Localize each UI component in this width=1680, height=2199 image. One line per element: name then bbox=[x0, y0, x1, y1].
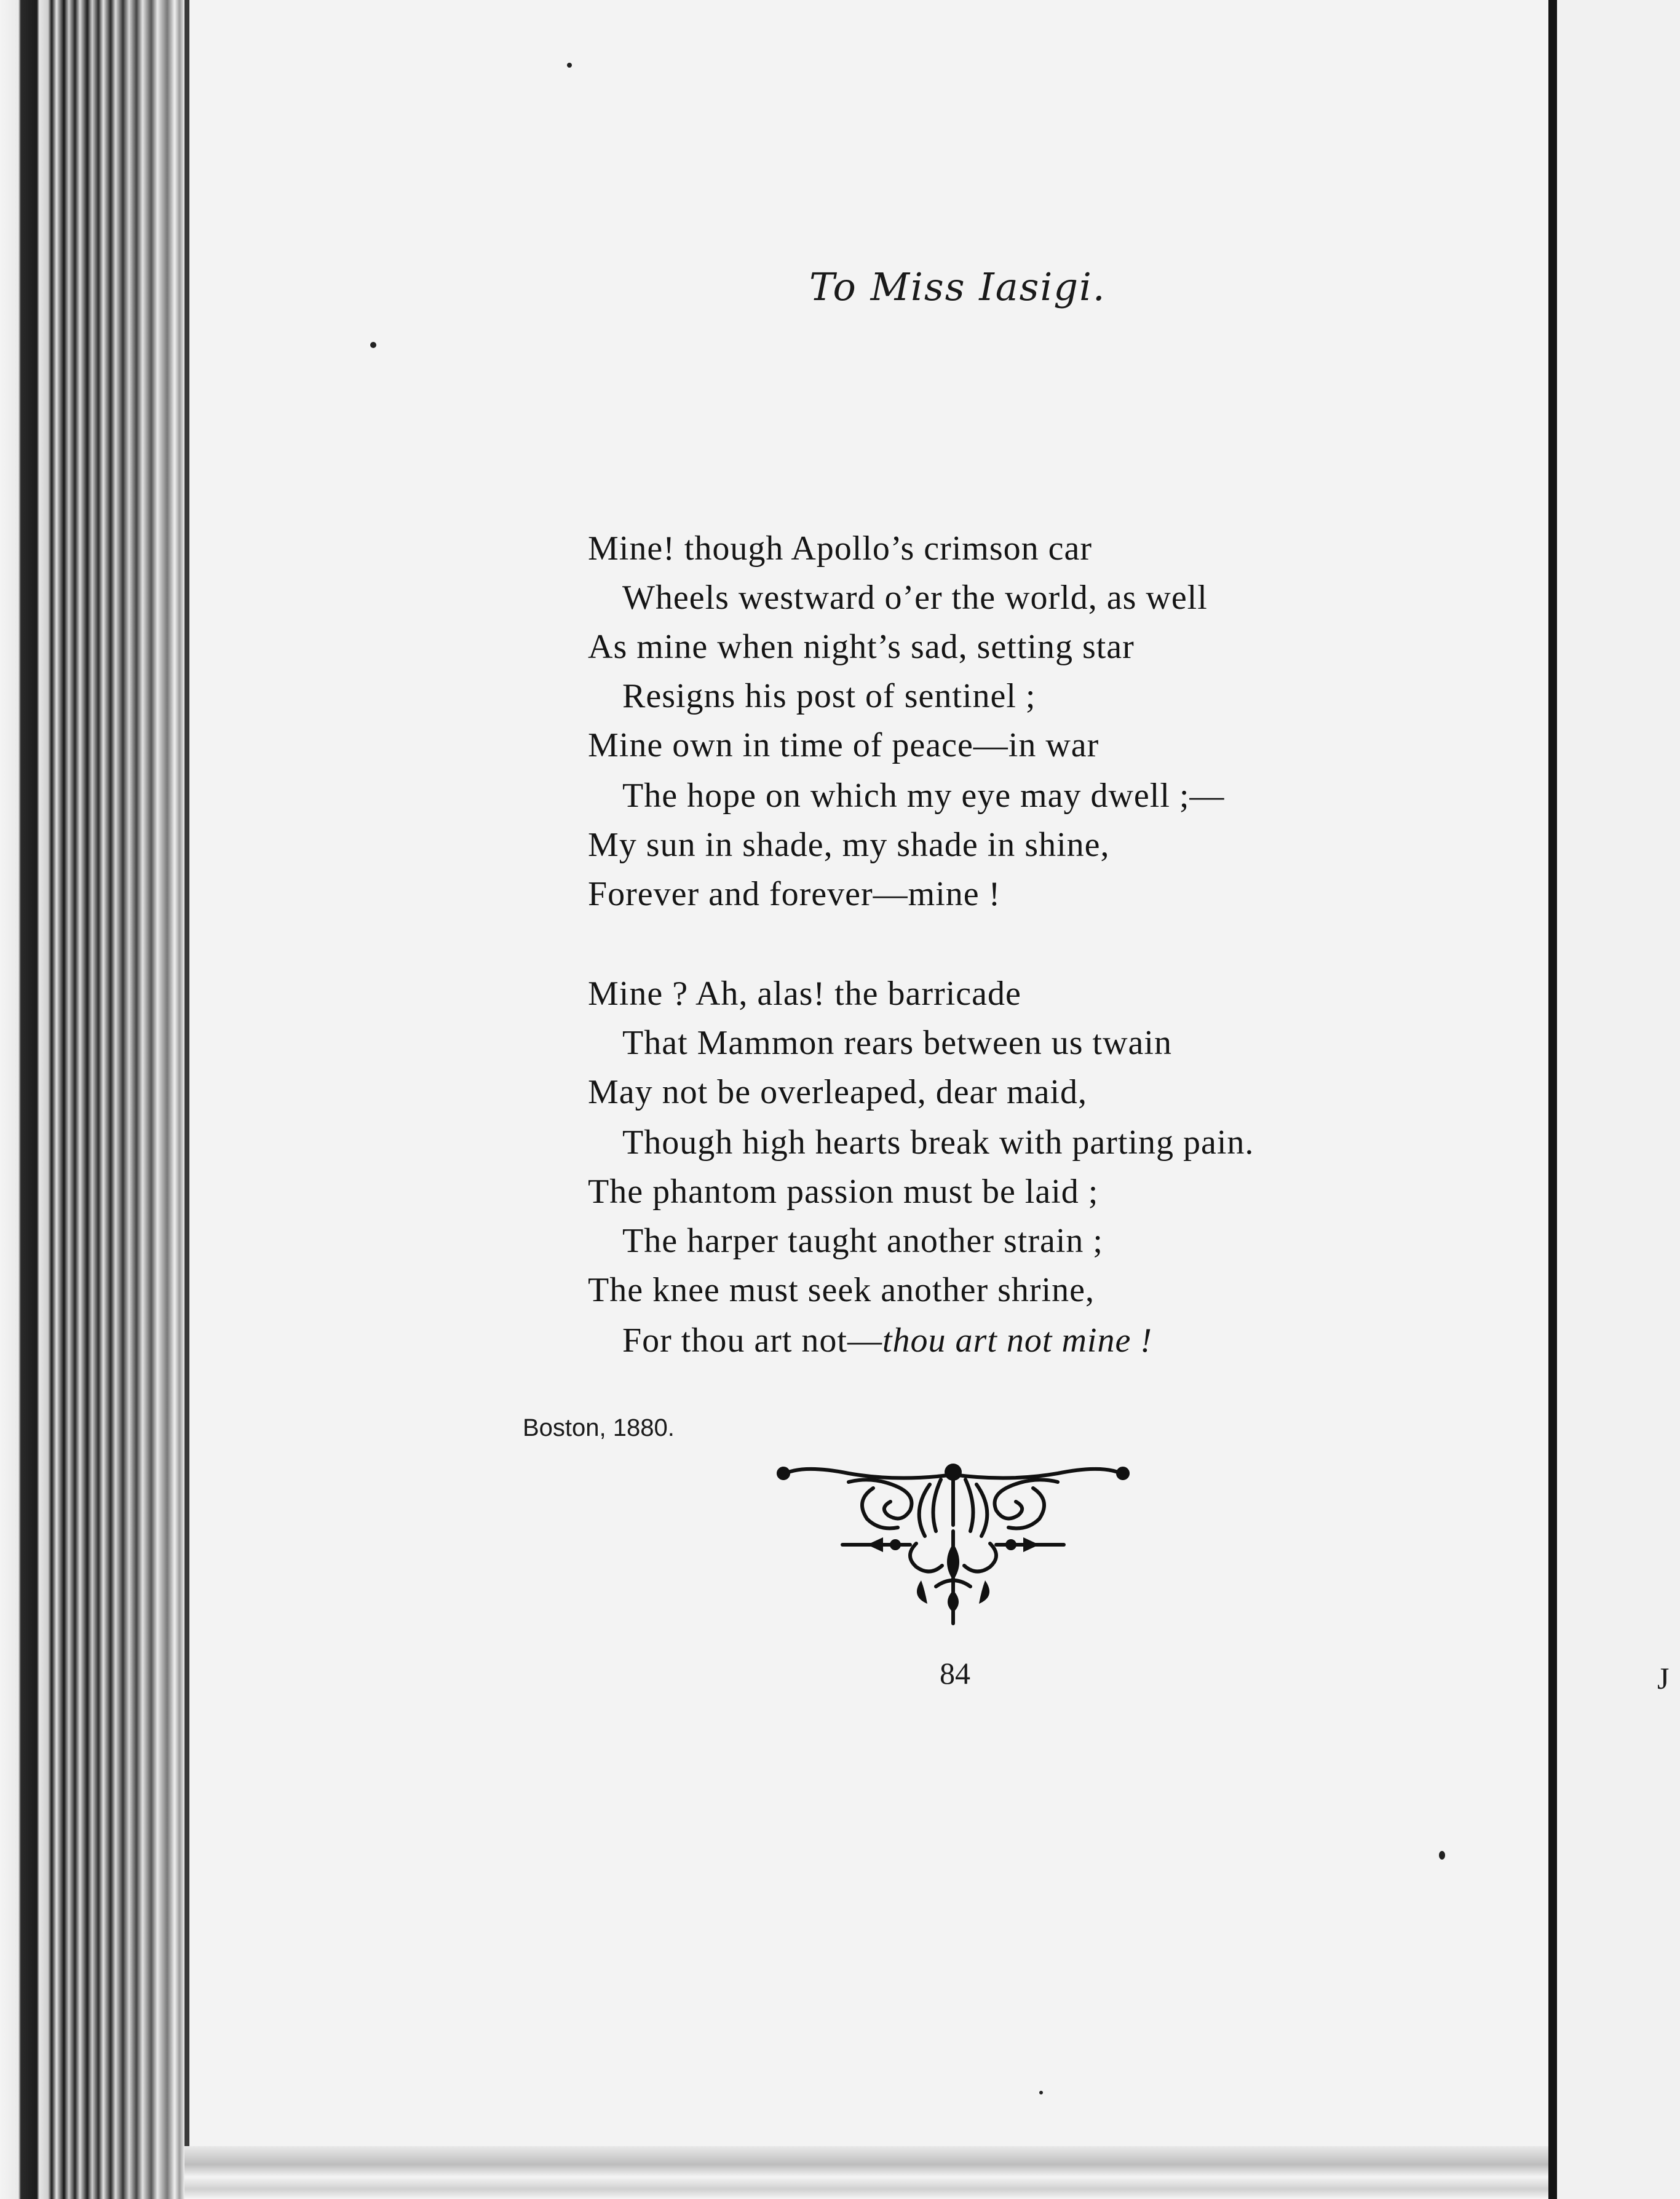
page-bottom-edge bbox=[184, 2146, 1556, 2199]
scan-speck bbox=[1039, 2091, 1043, 2094]
scan-speck bbox=[1439, 1851, 1445, 1860]
poem-line: Wheels westward o’er the world, as well bbox=[622, 579, 1208, 617]
poem-line-roman: For thou art not— bbox=[622, 1321, 882, 1360]
poem-line: The harper taught another strain ; bbox=[622, 1222, 1103, 1260]
poem-line: Mine ? Ah, alas! the barricade bbox=[588, 975, 1021, 1013]
book-page-edges bbox=[0, 0, 184, 2199]
poem-line: Mine! though Apollo’s crimson car bbox=[588, 529, 1093, 568]
facing-page bbox=[1557, 0, 1680, 2199]
facing-page-text-fragment: J bbox=[1657, 1661, 1670, 1695]
scan-speck bbox=[370, 342, 376, 348]
poem-line: The hope on which my eye may dwell ;— bbox=[622, 777, 1225, 815]
gutter-shadow bbox=[1548, 0, 1557, 2199]
poem-line: The knee must seek another shrine, bbox=[588, 1271, 1095, 1309]
poem-line: Though high hearts break with parting pain. bbox=[622, 1123, 1254, 1162]
poem-line: Resigns his post of sentinel ; bbox=[622, 677, 1036, 715]
tailpiece-ornament-icon bbox=[775, 1451, 1131, 1630]
poem-line: As mine when night’s sad, setting star bbox=[588, 628, 1135, 666]
poem-line: Mine own in time of peace—in war bbox=[588, 726, 1100, 764]
poem-line: May not be overleaped, dear maid, bbox=[588, 1073, 1088, 1111]
poem-line: My sun in shade, my shade in shine, bbox=[588, 826, 1110, 864]
poem-line-italic: thou art not mine ! bbox=[882, 1321, 1152, 1360]
poem-line: Forever and forever—mine ! bbox=[588, 875, 1001, 913]
poem-line: The phantom passion must be laid ; bbox=[588, 1173, 1099, 1211]
poem-line bbox=[622, 1321, 1152, 1360]
page-number: 84 bbox=[940, 1656, 970, 1690]
poem-line: That Mammon rears between us twain bbox=[622, 1024, 1172, 1062]
scan-speck bbox=[567, 63, 572, 68]
poem-title: To Miss Iasigi. bbox=[809, 264, 1106, 309]
dateline: Boston, 1880. bbox=[523, 1414, 675, 1441]
